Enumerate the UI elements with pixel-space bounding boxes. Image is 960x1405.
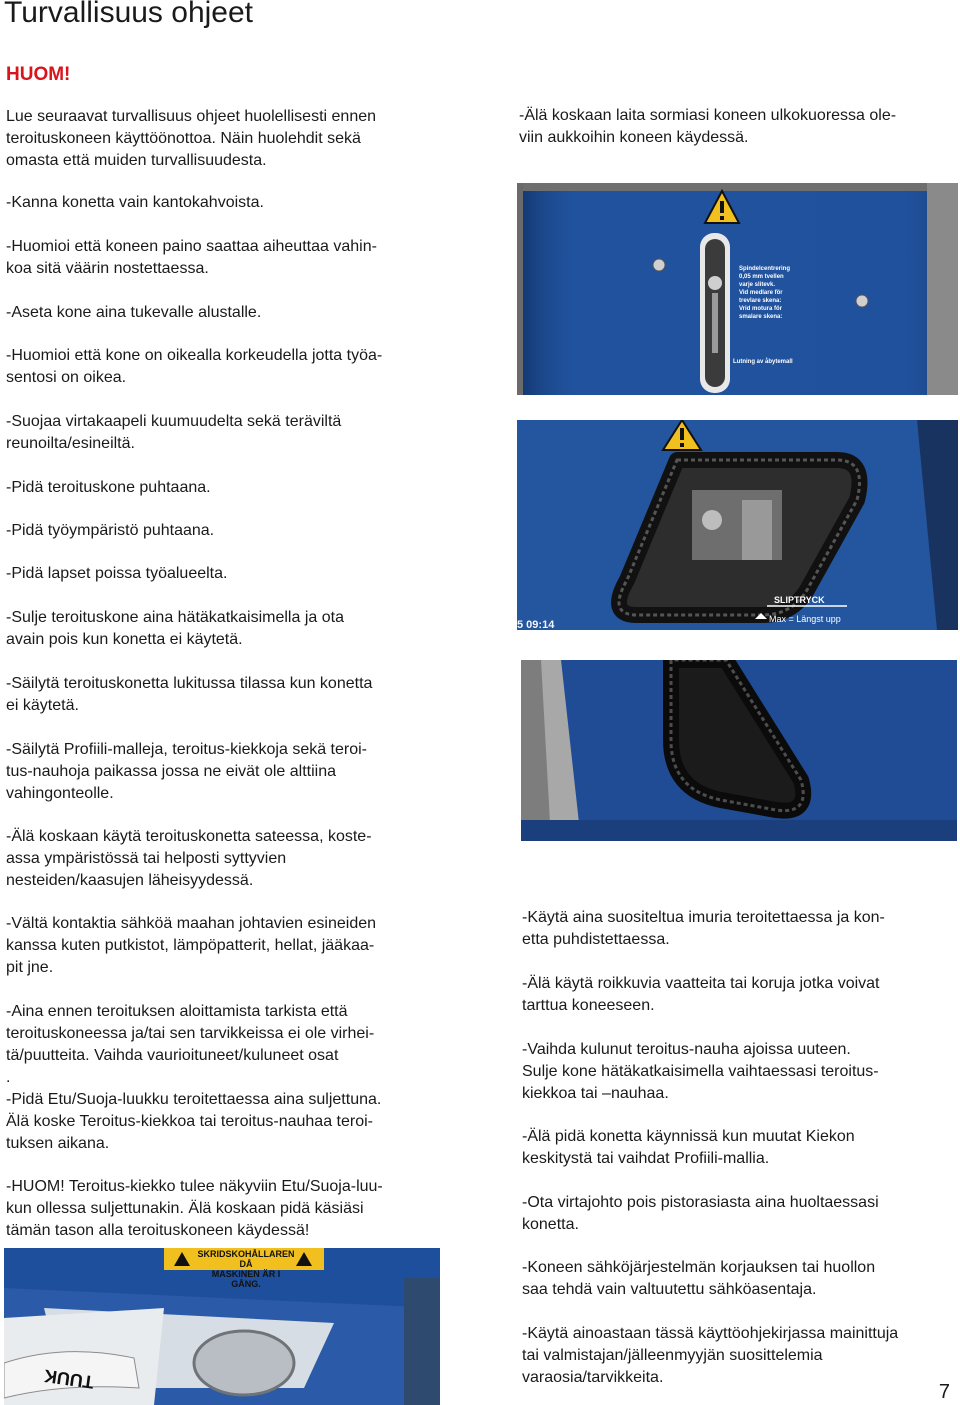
photo-slot-closeup	[517, 420, 958, 630]
rule-clean-machine: -Pidä teroituskone puhtaana.	[6, 479, 211, 496]
photo4-skate-text: TUUK	[42, 1365, 96, 1393]
rule-fingers: -Älä koskaan laita sormiasi koneen ulkokuoressa ole- viin aukkoihin koneen käydessä.	[519, 107, 897, 146]
rule-inspection: -Aina ennen teroituksen aloittamista tarkista että teroituskoneessa ja/tai sen tarvikkeissa ei ole virhei- tä/puutteita. Vaihda vaurioituneet/kuluneet osat . -Pidä Etu/Suoja-luukku teroitettaessa aina suljettuna. Älä koske Teroitus-kiekkoa tai teroitus-nauhaa teroi- tuksen aikana.	[6, 1003, 382, 1152]
photo2-sublabel: Max = Längst upp	[769, 614, 841, 624]
photo1-label-line: varje slitevk.	[739, 282, 776, 288]
rule-clean-area: -Pidä työympäristö puhtaana.	[6, 522, 215, 539]
photo1-label-line: Vrid motura för	[739, 306, 783, 312]
rule-cable: -Suojaa virtakaapeli kuumuudelta sekä teräviltä reunoilta/esineiltä.	[6, 413, 342, 452]
rule-rain: -Älä koskaan käytä teroituskonetta sateessa, koste- assa ympäristössä tai helposti syttyvien nesteiden/kaasujen läheisyydessä.	[6, 828, 372, 889]
photo4-banner-line: SKRIDSKOHÅLLAREN DÅ	[197, 1249, 295, 1269]
intro-paragraph: Lue seuraavat turvallisuus ohjeet huolellisesti ennen teroituskoneen käyttöönottoa. Näin huolehdit sekä omasta että muiden turvallisuudesta.	[6, 108, 377, 169]
rule-height: -Huomioi että kone on oikealla korkeudella jotta työa- sentosi on oikea.	[6, 347, 383, 386]
rule-weight: -Huomioi että koneen paino saattaa aiheuttaa vahin- koa sitä väärin nostettaessa.	[6, 238, 377, 277]
photo1-label-line: smalare skena:	[739, 314, 783, 320]
photo1-label-line: Vid medlare för	[739, 290, 783, 296]
notice-heading: HUOM!	[6, 64, 71, 85]
page-number: 7	[938, 1381, 950, 1403]
rule-children: -Pidä lapset poissa työalueelta.	[6, 565, 228, 582]
photo1-bottom-label: Lutning av åbytemall	[733, 359, 793, 365]
photo-machine-front	[4, 1248, 440, 1405]
photo2-timestamp: 5 09:14	[517, 619, 555, 630]
rule-replace-band: -Vaihda kulunut teroitus-nauha ajoissa uuteen. Sulje kone hätäkatkaisimella vaihtaessasi teroitus- kiekkoa tai –nauhaa.	[522, 1041, 879, 1102]
photo1-label-line: Spindelcentrering	[739, 266, 791, 272]
rule-storage-locked: -Säilytä teroituskonetta lukitussa tilassa kun konetta ei käytetä.	[6, 675, 373, 714]
rule-carry: -Kanna konetta vain kantokahvoista.	[6, 194, 264, 211]
rule-spare-parts: -Käytä ainoastaan tässä käyttöohjekirjassa mainittuja tai valmistajan/jälleenmyyjän suosittelemia varaosia/tarvikkeita.	[522, 1325, 899, 1386]
photo-slot-edge	[521, 660, 957, 841]
rule-storage-parts: -Säilytä Profiili-malleja, teroitus-kiekkoja sekä teroi- tus-nauhoja paikassa jossa ne eivät ole alttiina vahingonteolle.	[6, 741, 368, 802]
rule-grounding: -Vältä kontaktia sähköä maahan johtavien esineiden kanssa kuten putkistot, lämpöpatterit, hellat, jääkaa- pit jne.	[6, 915, 377, 976]
photo1-label-line: 0,05 mm tvellen	[739, 274, 784, 280]
rule-electrician: -Koneen sähköjärjestelmän korjauksen tai huollon saa tehdä vain valtuutettu sähköasentaja.	[522, 1259, 876, 1298]
photo4-banner-line: MASKINEN ÄR I GÅNG.	[211, 1269, 281, 1289]
rule-clothing: -Älä käytä roikkuvia vaatteita tai koruja jotka voivat tarttua koneeseen.	[522, 975, 880, 1014]
rule-emergency-stop: -Sulje teroituskone aina hätäkatkaisimella ja ota avain pois kun konetta ei käytetä.	[6, 609, 344, 648]
rule-vacuum: -Käytä aina suositeltua imuria teroitettaessa ja kon- etta puhdistettaessa.	[522, 909, 885, 948]
photo1-label-line: trevlare skena:	[739, 298, 782, 304]
page-title: Turvallisuus ohjeet	[4, 0, 254, 29]
photo-machine-slot	[517, 183, 958, 395]
photo2-label: SLIPTRYCK	[774, 595, 825, 605]
rule-surface: -Aseta kone aina tukevalle alustalle.	[6, 304, 262, 321]
photo4-banner	[196, 1249, 296, 1289]
rule-centering: -Älä pidä konetta käynnissä kun muutat Kiekon keskitystä tai vaihdat Profiili-mallia.	[522, 1128, 855, 1167]
rule-unplug: -Ota virtajohto pois pistorasiasta aina huoltaessasi konetta.	[522, 1194, 879, 1233]
photo1-label	[739, 265, 790, 321]
rule-huom-wheel: -HUOM! Teroitus-kiekko tulee näkyviin Etu/Suoja-luu- kun ollessa suljettunakin. Älä koskaan pidä käsiäsi tämän tason alla teroituskoneen käydessä!	[6, 1178, 383, 1239]
